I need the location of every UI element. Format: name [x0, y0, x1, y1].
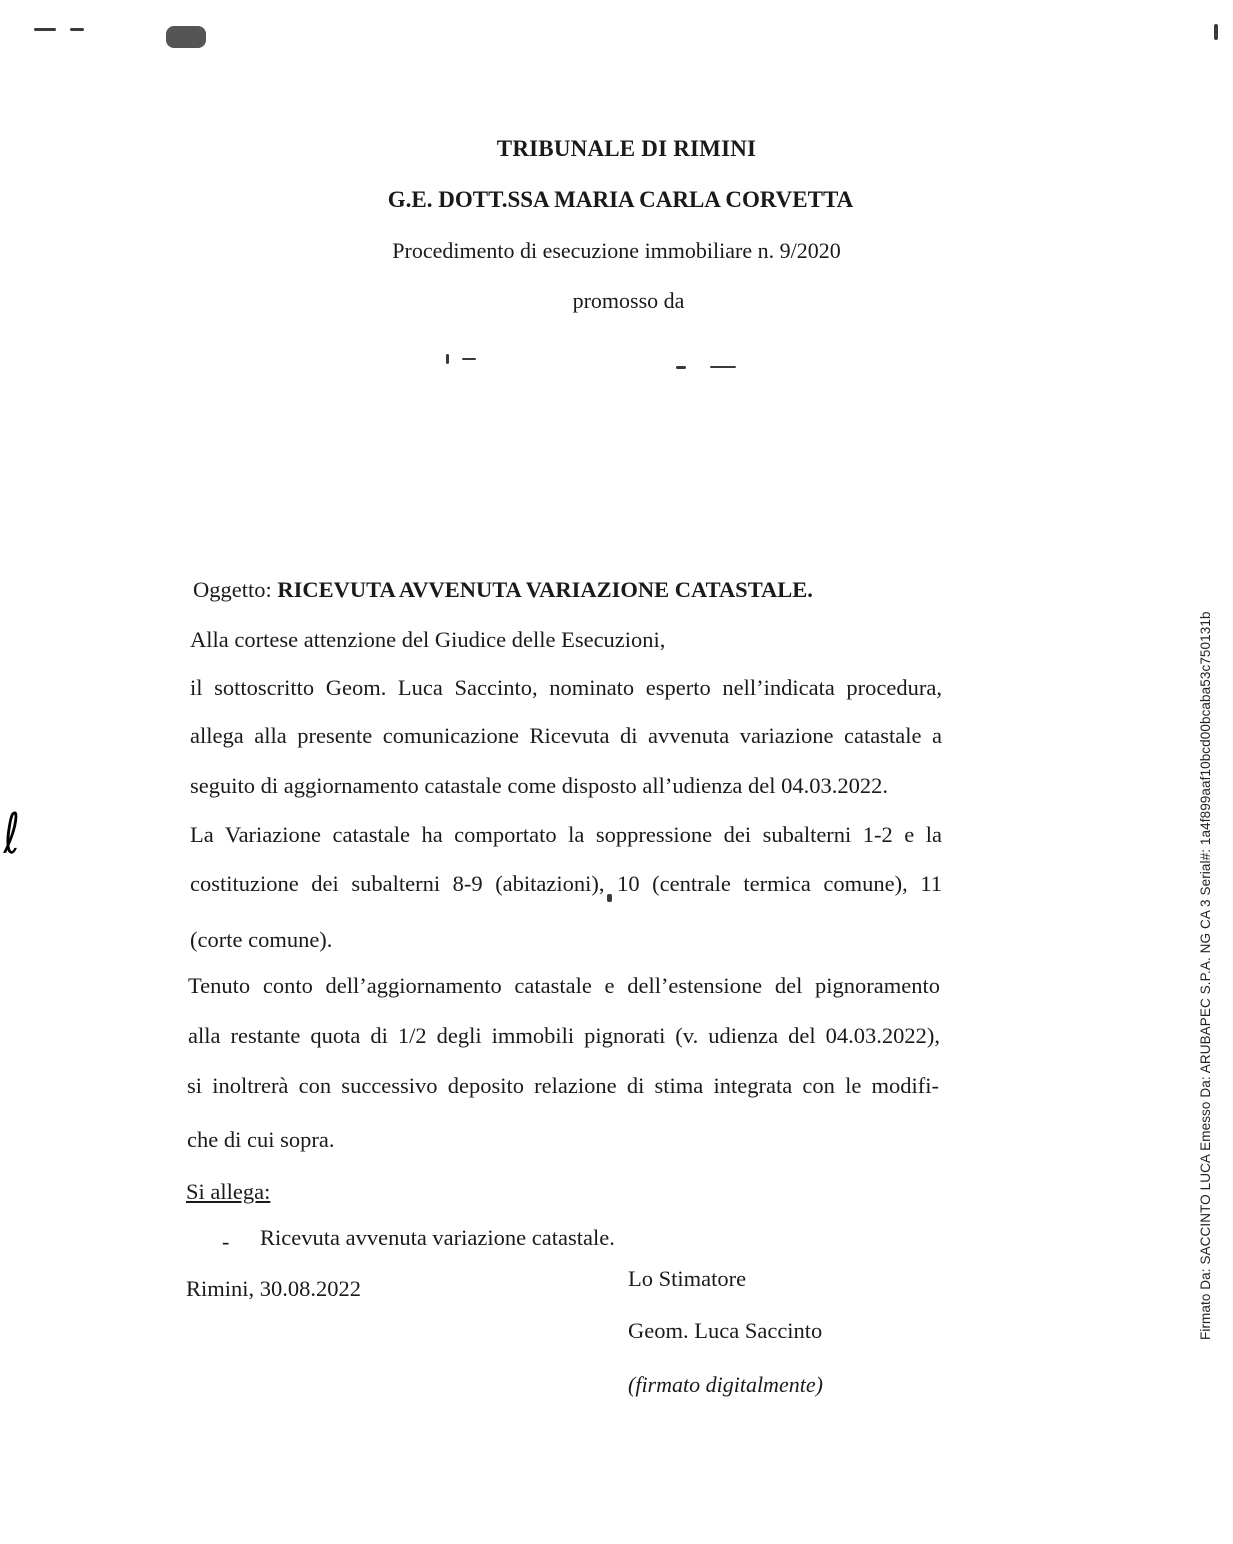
subject-text: RICEVUTA AVVENUTA VARIAZIONE CATASTALE.	[277, 577, 813, 602]
body-line-9: alla restante quota di 1/2 degli immobili pignorati (v. udienza del 04.03.2022),	[188, 1023, 940, 1048]
margin-mark: ℓ	[3, 802, 20, 867]
scan-smudge	[34, 28, 56, 31]
body-line-2: il sottoscritto Geom. Luca Saccinto, nominato esperto nell’indicata procedura,	[190, 675, 942, 700]
body-line-5: La Variazione catastale ha comportato la soppressione dei subalterni 1-2 e la	[190, 822, 942, 847]
scan-smudge	[446, 354, 449, 364]
judge-title: G.E. DOTT.SSA MARIA CARLA CORVETTA	[387, 187, 854, 212]
body-line-8: Tenuto conto dell’aggiornamento catastale e dell’estensione del pignoramento	[188, 973, 940, 998]
body-line-11: che di cui sopra.	[187, 1127, 335, 1152]
scan-smudge	[710, 366, 736, 368]
body-line-6: costituzione dei subalterni 8-9 (abitazioni), 10 (centrale termica comune), 11	[190, 871, 942, 896]
promoted-by-line: promosso da	[572, 288, 685, 313]
attachment-bullet: -	[222, 1229, 230, 1254]
body-line-3: allega alla presente comunicazione Ricevuta di avvenuta variazione catastale a	[190, 723, 942, 748]
scan-smudge	[1214, 24, 1218, 40]
proceeding-line: Procedimento di esecuzione immobiliare n. 9/2020	[392, 238, 841, 263]
scan-smudge	[676, 366, 686, 369]
place-date: Rimini, 30.08.2022	[186, 1276, 362, 1301]
signer-name: Geom. Luca Saccinto	[628, 1318, 823, 1343]
body-line-10: si inoltrerà con successivo deposito relazione di stima integrata con le modifi-	[187, 1073, 939, 1098]
court-title: TRIBUNALE DI RIMINI	[496, 136, 757, 161]
digital-signature-stamp: Firmato Da: SACCINTO LUCA Emesso Da: ARUBAPEC S.P.A. NG CA 3 Serial#: 1a4f899aaf10bcd00bcaba53c750131b	[1198, 611, 1213, 1340]
scan-smudge	[166, 26, 206, 48]
subject-label: Oggetto:	[193, 577, 272, 602]
subject-line	[193, 576, 945, 604]
attachments-label-text: Si allega:	[186, 1179, 271, 1204]
attachment-item: Ricevuta avvenuta variazione catastale.	[260, 1225, 615, 1250]
body-line-1: Alla cortese attenzione del Giudice delle Esecuzioni,	[190, 627, 666, 652]
attachments-label	[186, 1178, 938, 1206]
scan-smudge	[462, 358, 476, 360]
digital-signature-note: (firmato digitalmente)	[628, 1372, 823, 1397]
body-line-4: seguito di aggiornamento catastale come disposto all’udienza del 04.03.2022.	[190, 773, 888, 798]
body-line-7: (corte comune).	[190, 927, 333, 952]
scan-smudge	[70, 28, 84, 31]
signer-role: Lo Stimatore	[628, 1266, 747, 1291]
